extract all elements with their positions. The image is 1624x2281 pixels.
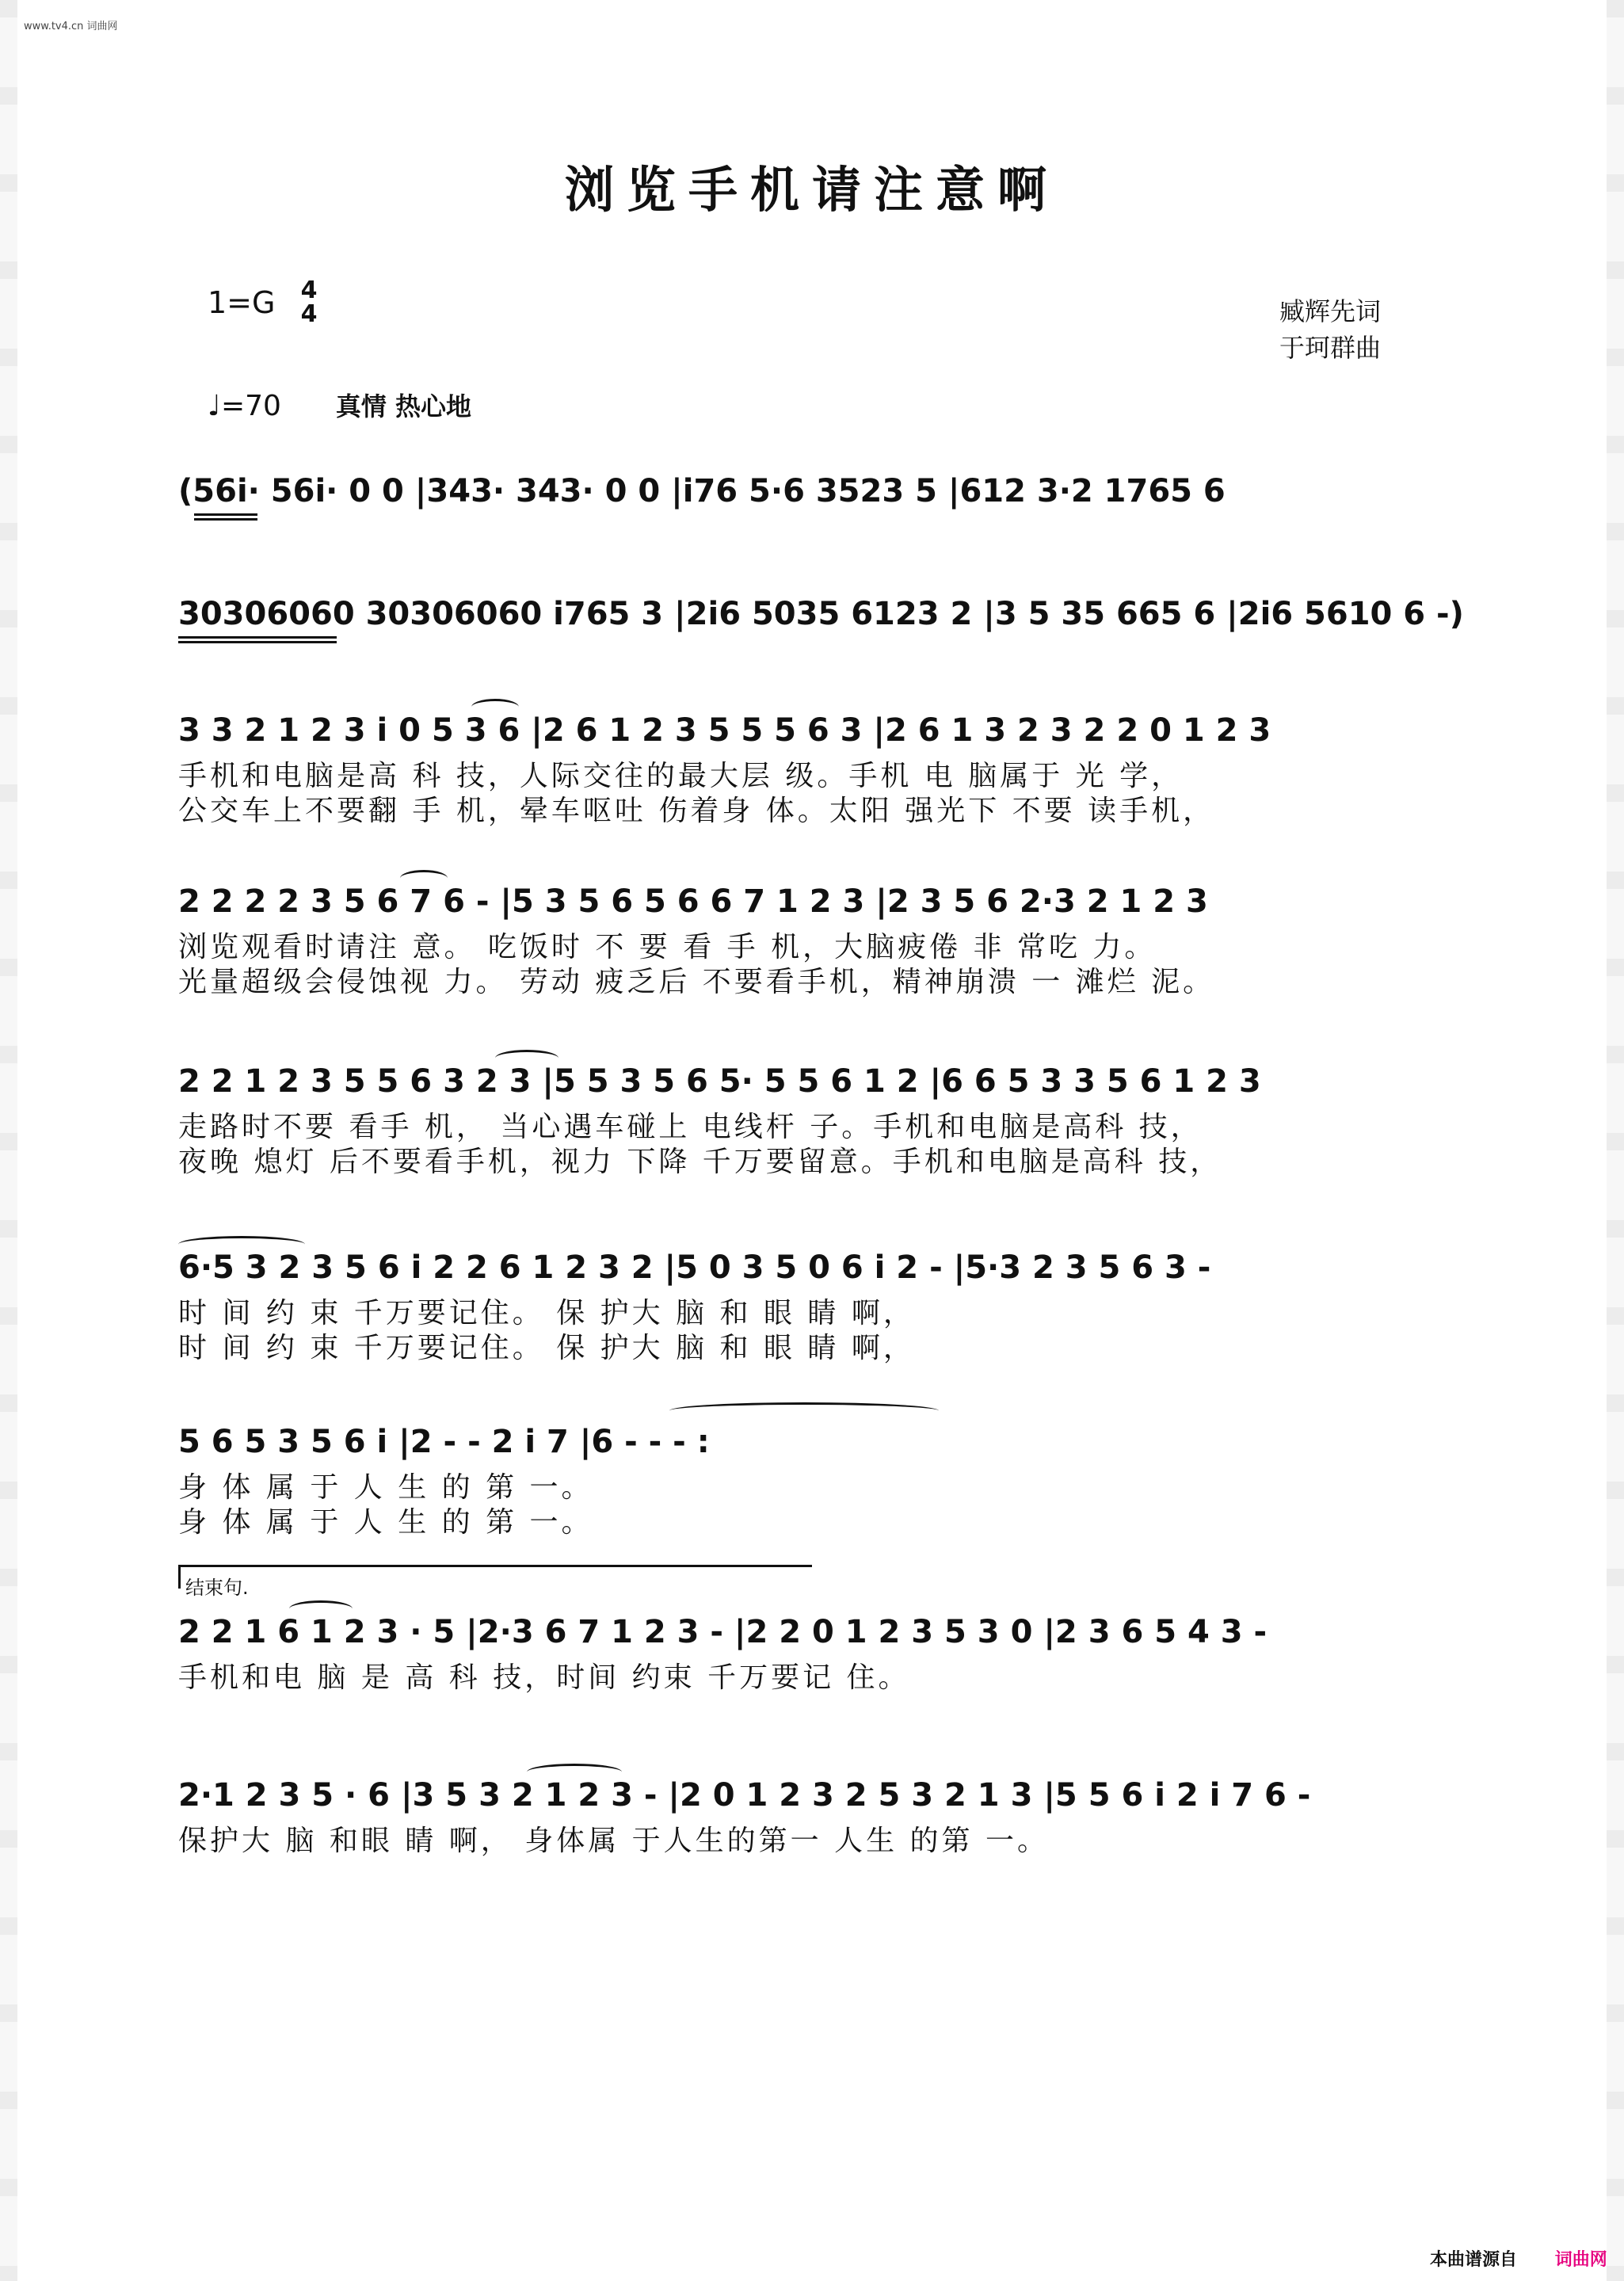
footer-logo[interactable]: 词曲网 — [1554, 2250, 1607, 2270]
lyric-verse-1: 时 间 约 束 千万要记住。 保 护大 脑 和 眼 睛 啊， — [178, 1297, 915, 1329]
page-title: 浏览手机请注意啊 — [564, 161, 1059, 219]
slur — [400, 870, 448, 887]
time-signature-bottom: 4 — [300, 300, 318, 328]
time-signature — [295, 279, 323, 326]
slur — [527, 1764, 622, 1780]
lyric-verse-1: 手机和电 脑 是 高 科 技，时间 约束 千万要记 住。 — [178, 1661, 910, 1694]
lyric-verse-1: 身 体 属 于 人 生 的 第 一。 — [178, 1471, 593, 1504]
right-margin-strip — [1607, 0, 1624, 2281]
ending-bracket — [178, 1565, 812, 1599]
beam — [194, 513, 257, 516]
notation-line: 2·1 2 3 5 · 6 |3 5 3 2 1 2 3 - |2 0 1 2 3 2 5 3 2 1 3 |5 5 6 i 2 i 7 6 - — [178, 1777, 1311, 1814]
ending-label: 结束句. — [185, 1577, 249, 1599]
notation-line: (56i· 56i· 0 0 |343· 343· 0 0 |i76 5·6 3523 5 |612 3·2 1765 6 — [178, 473, 1226, 509]
tempo-mark: ♩=70 — [208, 390, 281, 422]
key-signature: 1=G — [208, 285, 276, 320]
slur — [669, 1402, 939, 1419]
site-header: www.tv4.cn 词曲网 — [24, 21, 118, 32]
notation-line: 2 2 1 6 1 2 3 · 5 |2·3 6 7 1 2 3 - |2 2 0 1 2 3 5 3 0 |2 3 6 5 4 3 - — [178, 1614, 1268, 1650]
beam — [178, 636, 337, 639]
credits — [1279, 293, 1381, 366]
notation-line: 6·5 3 2 3 5 6 i 2 2 6 1 2 3 2 |5 0 3 5 0 6 i 2 - |5·3 2 3 5 6 3 - — [178, 1249, 1211, 1286]
lyric-verse-2: 夜晚 熄灯 后不要看手机，视力 下降 千万要留意。手机和电脑是高科 技， — [178, 1146, 1222, 1178]
footer-source: 本曲谱源自 — [1430, 2250, 1518, 2270]
notation-line: 3 3 2 1 2 3 i 0 5 3 6 |2 6 1 2 3 5 5 5 6 3 |2 6 1 3 2 3 2 2 0 1 2 3 — [178, 712, 1271, 749]
lyric-verse-1: 保护大 脑 和眼 睛 啊， 身体属 于人生的第一 人生 的第 一。 — [178, 1825, 1049, 1857]
expression-mark: 真情 热心地 — [335, 391, 472, 421]
notation-line: 30306060 30306060 i765 3 |2i6 5035 6123 2 |3 5 35 665 6 |2i6 5610 6 -) — [178, 596, 1464, 632]
lyric-verse-2: 身 体 属 于 人 生 的 第 一。 — [178, 1506, 593, 1539]
tempo-line — [208, 387, 471, 423]
lyric-verse-1: 浏览观看时请注 意。 吃饭时 不 要 看 手 机，大脑疲倦 非 常吃 力。 — [178, 931, 1157, 963]
lyric-verse-2: 公交车上不要翻 手 机，晕车呕吐 伤着身 体。太阳 强光下 不要 读手机， — [178, 795, 1215, 827]
left-margin-strip — [0, 0, 17, 2281]
notation-line: 2 2 2 2 3 5 6 7 6 - |5 3 5 6 5 6 6 7 1 2 3 |2 3 5 6 2·3 2 1 2 3 — [178, 883, 1208, 920]
lyricist: 臧辉先词 — [1279, 296, 1382, 326]
slur — [495, 1050, 558, 1066]
lyric-verse-2: 光量超级会侵蚀视 力。 劳动 疲乏后 不要看手机，精神崩溃 一 滩烂 泥。 — [178, 966, 1215, 998]
notation-line: 2 2 1 2 3 5 5 6 3 2 3 |5 5 3 5 6 5· 5 5 6 1 2 |6 6 5 3 3 5 6 1 2 3 — [178, 1063, 1261, 1100]
lyric-verse-1: 手机和电脑是高 科 技，人际交往的最大层 级。手机 电 脑属于 光 学， — [178, 760, 1184, 792]
beam — [194, 518, 257, 521]
slur — [178, 1236, 305, 1253]
notation-line: 5 6 5 3 5 6 i |2 - - 2 i 7 |6 - - - : — [178, 1424, 710, 1460]
footer — [1430, 2246, 1607, 2271]
slur — [471, 699, 519, 715]
lyric-verse-1: 走路时不要 看手 机， 当心遇车碰上 电线杆 子。手机和电脑是高科 技， — [178, 1111, 1203, 1143]
time-signature-top: 4 — [300, 277, 318, 304]
slur — [289, 1600, 353, 1617]
lyric-verse-2: 时 间 约 束 千万要记住。 保 护大 脑 和 眼 睛 啊， — [178, 1332, 915, 1364]
beam — [178, 641, 337, 643]
composer: 于珂群曲 — [1279, 333, 1382, 363]
